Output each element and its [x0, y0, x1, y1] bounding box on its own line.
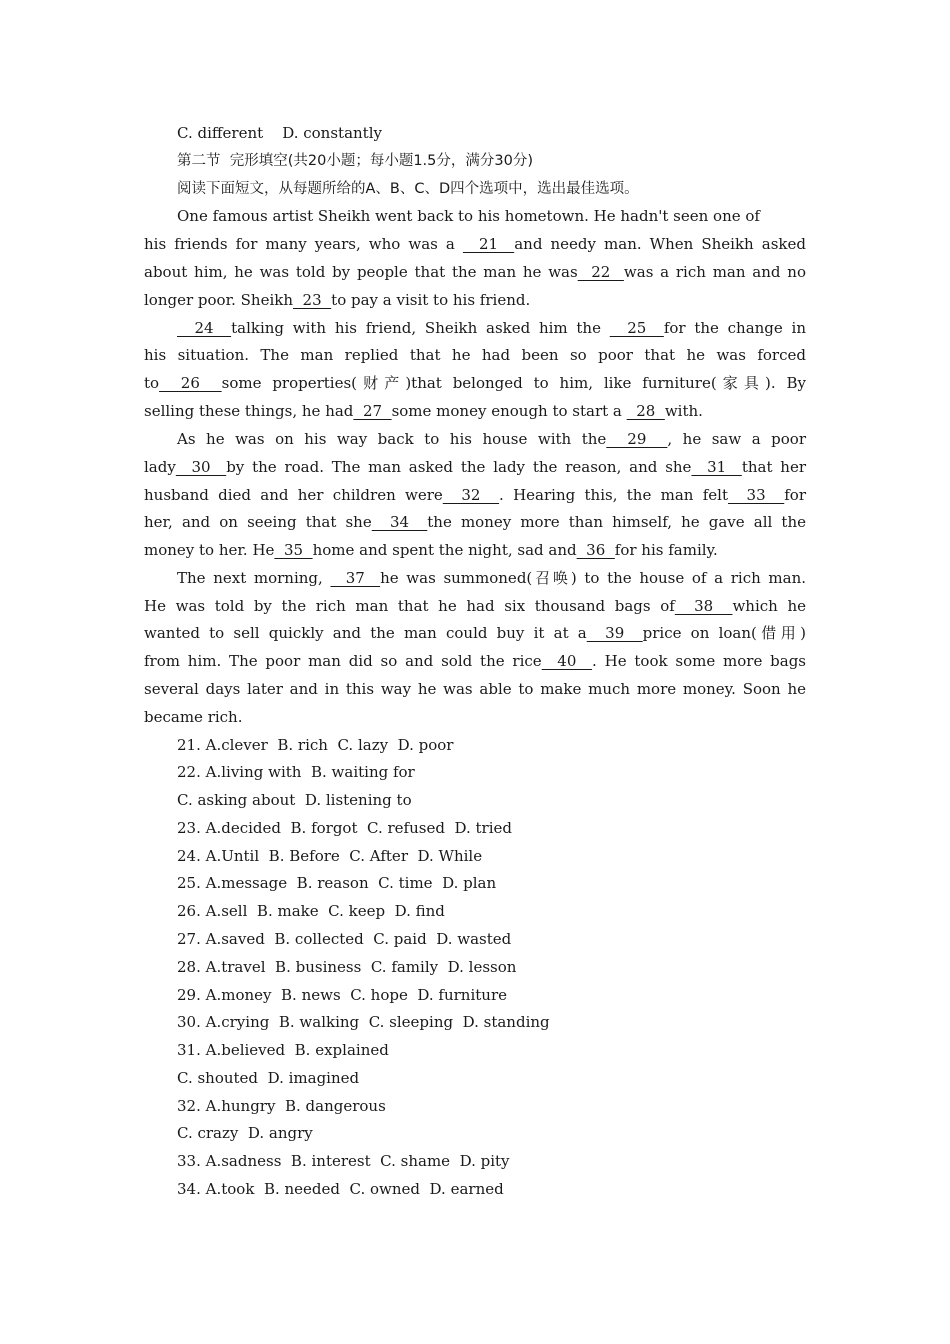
passage-line: lady 30 by the road. The man asked the lady the reason, and she 31 that her — [144, 458, 806, 476]
passage-line: became rich. — [144, 708, 243, 726]
question-line: C. asking about D. listening to — [177, 791, 412, 809]
blank-34: 34 — [371, 513, 428, 531]
passage-line: several days later and in this way he was able to make much more money. Soon he — [144, 680, 806, 698]
blank-22: 22 — [577, 263, 624, 281]
blank-28: 28 — [626, 402, 665, 420]
passage-line: He was told by the rich man that he had six thousand bags of 38 which he — [144, 597, 806, 615]
question-line: 21. A.clever B. rich C. lazy D. poor — [177, 736, 454, 754]
passage-line: husband died and her children were 32 . Hearing this, the man felt 33 for — [144, 486, 806, 504]
question-line: 34. A.took B. needed C. owned D. earned — [177, 1180, 504, 1198]
question-line: 29. A.money B. news C. hope D. furniture — [177, 986, 507, 1004]
blank-31: 31 — [691, 458, 742, 476]
question-line: 25. A.message B. reason C. time D. plan — [177, 874, 497, 892]
question-line: 32. A.hungry B. dangerous — [177, 1097, 386, 1115]
question-line: 26. A.sell B. make C. keep D. find — [177, 902, 445, 920]
option-line-cd: C. different D. constantly — [177, 124, 382, 142]
passage-line: 24 talking with his friend, Sheikh asked him the 25 for the change in — [177, 319, 806, 337]
passage-line: As he was on his way back to his house with the 29 , he saw a poor — [177, 430, 806, 448]
passage-line: his situation. The man replied that he had been so poor that he was forced — [144, 346, 806, 364]
question-line: 24. A.Until B. Before C. After D. While — [177, 847, 483, 865]
blank-30: 30 — [175, 458, 227, 476]
question-line: C. shouted D. imagined — [177, 1069, 360, 1087]
blank-23: 23 — [293, 291, 332, 309]
question-line: 22. A.living with B. waiting for — [177, 763, 415, 781]
passage-line: money to her. He 35 home and spent the night, sad and 36 for his family. — [144, 541, 718, 559]
question-line: 30. A.crying B. walking C. sleeping D. standing — [177, 1013, 550, 1031]
passage-line: to 26 some properties(财产)that belonged to him, like furniture(家具). By — [144, 374, 806, 392]
question-line: 31. A.believed B. explained — [177, 1041, 389, 1059]
passage-line: from him. The poor man did so and sold the rice 40 . He took some more bags — [144, 652, 806, 670]
question-line: 27. A.saved B. collected C. paid D. wasted — [177, 930, 512, 948]
blank-35: 35 — [274, 541, 313, 559]
passage-line: selling these things, he had 27 some money enough to start a 28 with. — [144, 402, 703, 420]
blank-25: 25 — [609, 319, 664, 337]
question-line: 33. A.sadness B. interest C. shame D. pity — [177, 1152, 510, 1170]
blank-39: 39 — [586, 624, 643, 642]
passage-line: longer poor. Sheikh 23 to pay a visit to his friend. — [144, 291, 531, 309]
blank-37: 37 — [330, 569, 381, 587]
blank-40: 40 — [541, 652, 593, 670]
blank-27: 27 — [353, 402, 392, 420]
blank-21: 21 — [462, 235, 515, 253]
passage-line: One famous artist Sheikh went back to his hometown. He hadn't seen one of — [177, 207, 760, 225]
blank-32: 32 — [442, 486, 500, 504]
question-line: 23. A.decided B. forgot C. refused D. tried — [177, 819, 512, 837]
blank-24: 24 — [177, 319, 232, 337]
instruction: 阅读下面短文，从每题所给的A、B、C、D四个选项中，选出最佳选项。 — [177, 181, 639, 197]
blank-26: 26 — [159, 374, 222, 392]
section-header: 第二节 完形填空(共20小题；每小题1.5分，满分30分) — [177, 153, 533, 169]
passage-line: her, and on seeing that she 34 the money more than himself, he gave all the — [144, 513, 806, 531]
blank-29: 29 — [606, 430, 668, 448]
passage-line: his friends for many years, who was a 21 and needy man. When Sheikh asked — [144, 235, 806, 253]
passage-line: wanted to sell quickly and the man could buy it at a 39 price on loan(借用) — [144, 624, 807, 642]
question-line: 28. A.travel B. business C. family D. lesson — [177, 958, 517, 976]
blank-33: 33 — [727, 486, 785, 504]
blank-38: 38 — [674, 597, 733, 615]
passage-line: about him, he was told by people that the man he was 22 was a rich man and no — [144, 263, 806, 281]
question-line: C. crazy D. angry — [177, 1124, 313, 1142]
passage-line: The next morning, 37 he was summoned(召唤) to the house of a rich man. — [177, 569, 806, 587]
blank-36: 36 — [576, 541, 615, 559]
